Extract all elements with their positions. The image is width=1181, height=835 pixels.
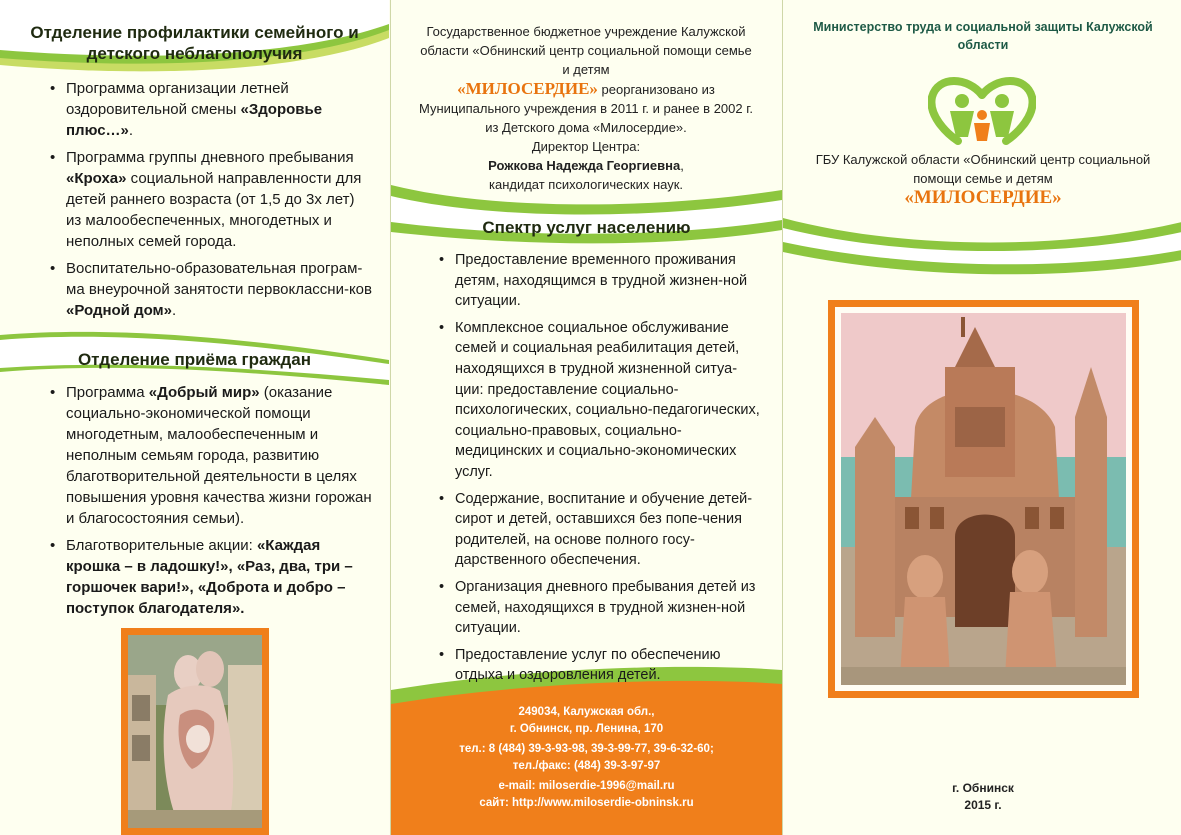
list-item-text: Программа организации летней оздоровительной смены [66, 80, 289, 118]
list-item [50, 258, 372, 321]
list-item-tail: (оказание социально-экономической помощи многодетным, малообеспеченным и неполным семьям города, развитию благотворительной деятельности в целях повышения уровня качества жизни горожан и благосостояния семьи). [66, 384, 372, 527]
list-item-highlight: «Родной дом» [66, 302, 172, 319]
sculpture-photo-frame [121, 628, 269, 835]
list-item [50, 78, 372, 141]
section-prevention-title: Отделение профилактики семейного и детского неблагополучия [30, 23, 359, 63]
director-label: Директор Центра: [531, 139, 641, 154]
email-line: e-mail: miloserdie-1996@mail.ru [498, 780, 675, 792]
section-reception-title: Отделение приёма граждан [77, 350, 312, 369]
family-logo-icon [928, 75, 1036, 147]
city-year [883, 780, 1083, 814]
list-item-text: Программа [66, 384, 149, 401]
ministry-name: Министерство труда и социальной защиты Калужской области [813, 20, 1153, 52]
services-list [439, 250, 765, 692]
director-name: Рожкова Надежда Георгиевна [488, 158, 681, 173]
org-block [813, 150, 1153, 208]
sculpture-photo [128, 635, 262, 828]
right-panel [782, 0, 1181, 835]
list-item-text: Программа группы дневного пребывания [66, 149, 354, 166]
list-item-highlight: «Добрый мир» [148, 384, 260, 401]
list-item-highlight: «Каждая крошка – в ладошку!», «Раз, два, три – горшочек вари!», «Доброта и добро – поступок благодателя». [66, 537, 353, 617]
phone-line-2: тел./факс: (484) 39-3-97-97 [512, 760, 661, 772]
director-title: кандидат психологических наук. [488, 177, 684, 192]
org-intro: Государственное бюджетное учреждение Калужской области «Обнинский центр социальной помощи семье и детям «МИЛОСЕРДИЕ» реорганизовано из Муниципального учреждения в 2011 г. и ранее в 2002 г. из Детского дома «Милосердие». Директор Центра: Рожкова Надежда Георгиевна, кандидат психологических наук. [418, 24, 753, 192]
section-prevention-list [50, 78, 372, 327]
address-line-1: 249034, Калужская обл., [518, 706, 655, 718]
phone-line-1: тел.: 8 (484) 39-3-93-98, 39-3-99-77, 39-6-32-60; [459, 743, 714, 755]
left-panel [0, 0, 389, 835]
list-item-highlight: «Здоровье плюс…» [66, 101, 323, 139]
year: 2015 г. [964, 798, 1002, 812]
list-item-highlight: «Кроха» [66, 170, 127, 187]
section-reception-list [50, 382, 372, 625]
list-item-tail: . [128, 122, 134, 139]
org-name: ГБУ Калужской области «Обнинский центр социальной помощи семье и детям [815, 152, 1151, 186]
site-line: сайт: http://www.miloserdie-obninsk.ru [479, 797, 694, 809]
clay-castle-photo [835, 307, 1132, 691]
service-item: • Предоставление услуг по обеспечению отдыха и оздоровления детей. [439, 645, 765, 686]
service-item: • Организация дневного пребывания детей из семей, находящихся в трудной жизнен-ной ситуации. [439, 577, 765, 639]
list-item [50, 535, 372, 619]
org-intro-brand: «МИЛОСЕРДИЕ» [457, 79, 598, 98]
list-item-tail: социальной направленности для детей раннего возраста (от 1,5 до 3х лет) из малообеспеченных, многодетных и неполных семей города. [66, 170, 362, 250]
org-brand: «МИЛОСЕРДИЕ» [904, 187, 1062, 208]
list-item-text: Воспитательно-образовательная програм-ма внеурочной занятости первоклассни-ков [66, 260, 372, 298]
list-item [50, 147, 372, 252]
list-item-tail: . [172, 302, 177, 319]
service-item: • Предоставление временного проживания детям, находящимся в трудной жизнен-ной ситуации. [439, 250, 765, 312]
list-item-text: Благотворительные акции: [66, 537, 257, 554]
address-line-2: г. Обнинск, пр. Ленина, 170 [509, 723, 664, 735]
list-item [50, 382, 372, 529]
services-title: Спектр услуг населению [482, 218, 691, 237]
org-intro-history: реорганизовано из Муниципального учреждения в 2011 г. и ранее в 2002 г. из Детского дома «Милосердие». [418, 82, 753, 135]
clay-castle-photo-frame [828, 300, 1139, 698]
city: г. Обнинск [952, 781, 1014, 795]
service-item: • Содержание, воспитание и обучение детей-сирот и детей, оставшихся без попе-чения родителей, на основе полного госу-дарственного обеспечения. [439, 489, 765, 571]
contacts-block [391, 704, 782, 812]
service-item: • Комплексное социальное обслуживание семей и социальная реабилитация детей, находящихся в трудной жизненной ситуа-ции: предоставление социально-психологических, социально-педагогических, социально-правовых, социально-медицинских и социально-экономических услуг. [439, 318, 765, 483]
org-intro-text: Государственное бюджетное учреждение Калужской области «Обнинский центр социальной помощи семье и детям [420, 24, 752, 77]
middle-panel [390, 0, 782, 835]
